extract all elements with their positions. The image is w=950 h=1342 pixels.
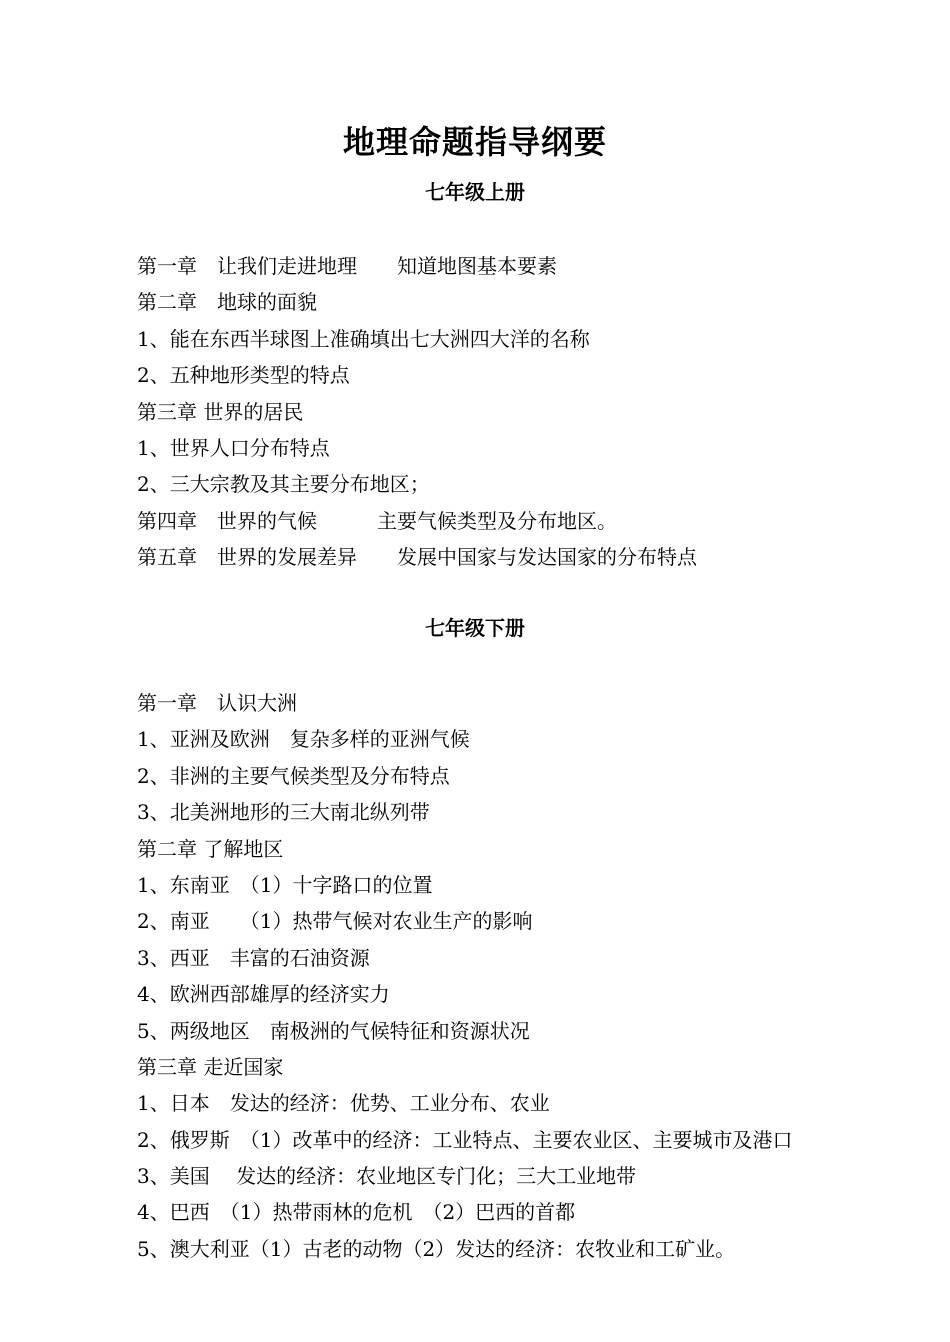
outline-line: 4、欧洲西部雄厚的经济实力 xyxy=(137,982,390,1007)
outline-line: 3、西亚 丰富的石油资源 xyxy=(137,945,370,970)
outline-line: 4、巴西 （1）热带雨林的危机 （2）巴西的首都 xyxy=(137,1200,576,1225)
outline-line: 2、非洲的主要气候类型及分布特点 xyxy=(137,763,450,788)
outline-line: 第一章 让我们走进地理 知道地图基本要素 xyxy=(137,254,557,278)
outline-line: 1、世界人口分布特点 xyxy=(137,435,330,460)
outline-line: 3、美国 发达的经济：农业地区专门化；三大工业地带 xyxy=(137,1164,637,1189)
outline-line: 5、两级地区 南极洲的气候特征和资源状况 xyxy=(137,1018,530,1043)
outline-line: 第一章 认识大洲 xyxy=(137,691,297,715)
outline-line: 1、日本 发达的经济：优势、工业分布、农业 xyxy=(137,1091,550,1116)
section-lines-grade7-vol2 xyxy=(137,685,792,1267)
section-lines-grade7-vol1 xyxy=(137,248,697,576)
outline-line: 第五章 世界的发展差异 发展中国家与发达国家的分布特点 xyxy=(137,545,697,570)
outline-line: 第三章 世界的居民 xyxy=(137,399,304,424)
outline-line: 5、澳大利亚（1）古老的动物（2）发达的经济：农牧业和工矿业。 xyxy=(137,1236,736,1261)
outline-line: 第四章 世界的气候 主要气候类型及分布地区。 xyxy=(137,508,617,533)
outline-line: 3、北美洲地形的三大南北纵列带 xyxy=(137,800,430,825)
outline-line: 1、东南亚 （1）十字路口的位置 xyxy=(137,872,433,897)
outline-line: 2、五种地形类型的特点 xyxy=(137,363,350,388)
outline-line: 1、亚洲及欧洲 复杂多样的亚洲气候 xyxy=(137,727,470,752)
outline-line: 第三章 走近国家 xyxy=(137,1054,284,1079)
outline-line: 2、三大宗教及其主要分布地区； xyxy=(137,472,430,497)
outline-line: 第二章 了解地区 xyxy=(137,836,284,861)
outline-line: 2、南亚 （1）热带气候对农业生产的影响 xyxy=(137,909,533,934)
outline-line: 1、能在东西半球图上准确填出七大洲四大洋的名称 xyxy=(137,326,590,351)
document-title: 地理命题指导纲要 xyxy=(342,123,607,161)
outline-line: 2、俄罗斯 （1）改革中的经济：工业特点、主要农业区、主要城市及港口 xyxy=(137,1127,793,1152)
section-heading-grade7-vol2: 七年级下册 xyxy=(425,616,525,640)
outline-line: 第二章 地球的面貌 xyxy=(137,290,317,315)
section-heading-grade7-vol1: 七年级上册 xyxy=(425,180,525,204)
